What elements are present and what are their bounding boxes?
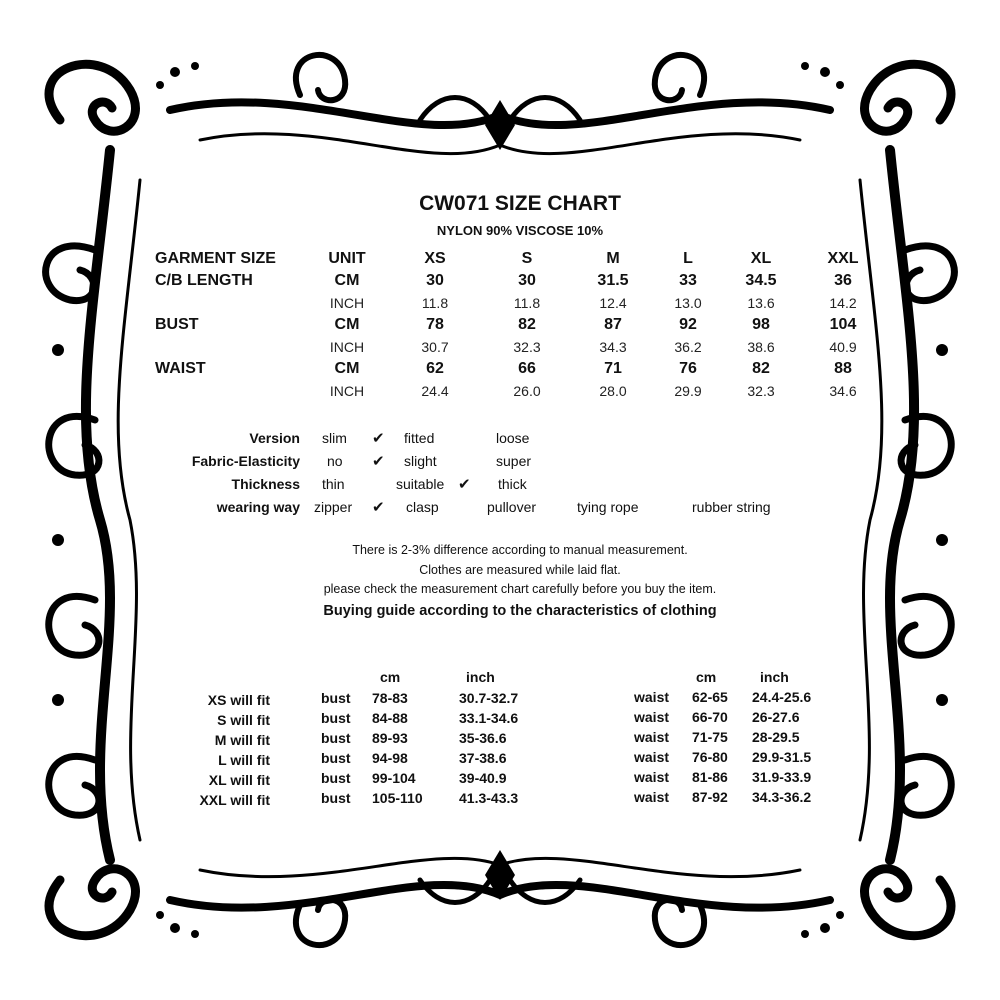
note-check-chart: please check the measurement chart carefully before you buy the item.: [323, 582, 717, 596]
waist-inch: 31.9-33.9: [752, 769, 812, 785]
unit-inch: INCH: [329, 383, 365, 399]
bust-label: bust: [321, 730, 351, 746]
bust-inch: 30.7-32.7: [459, 690, 519, 706]
option-selected: suitable: [396, 476, 445, 492]
value-inch: 34.3: [599, 339, 627, 355]
check-icon: ✔: [372, 453, 385, 470]
guide-size: S will fit: [217, 712, 270, 728]
note-measurement-difference: There is 2-3% difference according to manual measurement.: [352, 543, 688, 557]
guide-size: L will fit: [218, 752, 270, 768]
bust-inch-header: inch: [466, 669, 495, 685]
header-size-l: L: [683, 250, 693, 267]
bust-inch: 37-38.6: [459, 750, 507, 766]
header-size-xs: XS: [424, 250, 446, 267]
value-inch: 38.6: [747, 339, 775, 355]
bust-label: bust: [321, 690, 351, 706]
option: no: [327, 453, 343, 469]
unit-cm: CM: [334, 360, 360, 377]
header-size-m: M: [606, 250, 620, 267]
value-cm: 34.5: [745, 272, 777, 289]
bust-inch: 39-40.9: [459, 770, 507, 786]
value-inch: 13.0: [674, 295, 702, 311]
unit-inch: INCH: [329, 295, 365, 311]
value-inch: 12.4: [599, 295, 627, 311]
guide-size: XS will fit: [207, 692, 270, 708]
waist-cm: 81-86: [692, 769, 728, 785]
value-inch: 29.9: [674, 383, 702, 399]
row-label: C/B LENGTH: [155, 272, 253, 289]
value-inch: 32.3: [747, 383, 775, 399]
header-size-s: S: [521, 250, 533, 267]
bust-inch: 33.1-34.6: [459, 710, 519, 726]
bust-cm: 84-88: [372, 710, 408, 726]
guide-size: M will fit: [214, 732, 270, 748]
option: loose: [496, 430, 530, 446]
value-cm: 30: [518, 272, 536, 289]
option: tying rope: [577, 499, 639, 515]
unit-inch: INCH: [329, 339, 365, 355]
waist-inch-header: inch: [760, 669, 789, 685]
option-selected: slight: [404, 453, 437, 469]
bust-inch: 35-36.6: [459, 730, 507, 746]
waist-inch: 34.3-36.2: [752, 789, 812, 805]
value-inch: 30.7: [421, 339, 449, 355]
bust-cm: 105-110: [372, 790, 423, 806]
option-selected: fitted: [404, 430, 435, 446]
value-cm: 78: [426, 316, 444, 333]
value-cm: 71: [604, 360, 622, 377]
attribute-label: Thickness: [231, 476, 300, 492]
value-inch: 13.6: [747, 295, 775, 311]
value-inch: 34.6: [829, 383, 857, 399]
waist-label: waist: [634, 709, 670, 725]
note-laid-flat: Clothes are measured while laid flat.: [419, 563, 621, 577]
option: pullover: [487, 499, 537, 515]
waist-inch: 29.9-31.5: [752, 749, 812, 765]
value-inch: 28.0: [599, 383, 627, 399]
value-cm: 66: [518, 360, 536, 377]
material-composition: NYLON 90% VISCOSE 10%: [436, 223, 604, 238]
attribute-label: Fabric-Elasticity: [191, 453, 300, 469]
value-cm: 88: [834, 360, 852, 377]
check-icon: ✔: [372, 430, 385, 447]
value-cm: 36: [834, 272, 852, 289]
bust-cm: 89-93: [372, 730, 408, 746]
waist-label: waist: [634, 789, 670, 805]
waist-cm-header: cm: [696, 669, 717, 685]
value-cm: 30: [426, 272, 444, 289]
value-cm: 82: [752, 360, 770, 377]
guide-size: XXL will fit: [199, 792, 270, 808]
value-inch: 36.2: [674, 339, 702, 355]
row-label: BUST: [155, 316, 199, 333]
value-cm: 62: [426, 360, 444, 377]
waist-label: waist: [634, 689, 670, 705]
value-inch: 26.0: [513, 383, 541, 399]
option: rubber string: [692, 499, 771, 515]
value-inch: 14.2: [829, 295, 857, 311]
value-cm: 82: [518, 316, 536, 333]
value-inch: 11.8: [421, 295, 449, 311]
bust-label: bust: [321, 790, 351, 806]
unit-cm: CM: [334, 272, 360, 289]
unit-cm: CM: [334, 316, 360, 333]
option: slim: [322, 430, 347, 446]
value-cm: 31.5: [597, 272, 629, 289]
header-size-xl: XL: [750, 250, 772, 267]
guide-size: XL will fit: [208, 772, 270, 788]
bust-label: bust: [321, 770, 351, 786]
value-cm: 87: [604, 316, 622, 333]
option-selected: zipper: [314, 499, 353, 515]
option: thin: [322, 476, 345, 492]
value-cm: 33: [679, 272, 697, 289]
waist-cm: 62-65: [692, 689, 728, 705]
bust-label: bust: [321, 750, 351, 766]
waist-cm: 66-70: [692, 709, 728, 725]
value-cm: 98: [752, 316, 770, 333]
bust-cm: 94-98: [372, 750, 408, 766]
waist-cm: 76-80: [692, 749, 728, 765]
waist-label: waist: [634, 749, 670, 765]
waist-label: waist: [634, 729, 670, 745]
header-size-xxl: XXL: [827, 250, 859, 267]
value-cm: 92: [679, 316, 697, 333]
option: thick: [498, 476, 527, 492]
value-cm: 76: [679, 360, 697, 377]
header-unit: UNIT: [328, 250, 366, 267]
check-icon: ✔: [372, 499, 385, 516]
attribute-label: Version: [249, 430, 300, 446]
value-inch: 40.9: [829, 339, 857, 355]
waist-inch: 24.4-25.6: [752, 689, 812, 705]
bust-cm: 99-104: [372, 770, 416, 786]
buying-guide-title: Buying guide according to the characteristics of clothing: [323, 603, 717, 619]
bust-inch: 41.3-43.3: [459, 790, 519, 806]
page-title: CW071 SIZE CHART: [419, 192, 621, 215]
row-label: WAIST: [155, 360, 206, 377]
value-cm: 104: [829, 316, 857, 333]
check-icon: ✔: [458, 476, 471, 493]
waist-cm: 87-92: [692, 789, 728, 805]
waist-label: waist: [634, 769, 670, 785]
attribute-label: wearing way: [216, 499, 300, 515]
bust-cm-header: cm: [380, 669, 401, 685]
waist-inch: 28-29.5: [752, 729, 800, 745]
bust-label: bust: [321, 710, 351, 726]
option: clasp: [406, 499, 439, 515]
waist-cm: 71-75: [692, 729, 728, 745]
bust-cm: 78-83: [372, 690, 408, 706]
option: super: [496, 453, 532, 469]
value-inch: 11.8: [513, 295, 541, 311]
value-inch: 24.4: [421, 383, 449, 399]
header-garment-size: GARMENT SIZE: [155, 250, 276, 267]
waist-inch: 26-27.6: [752, 709, 800, 725]
value-inch: 32.3: [513, 339, 541, 355]
